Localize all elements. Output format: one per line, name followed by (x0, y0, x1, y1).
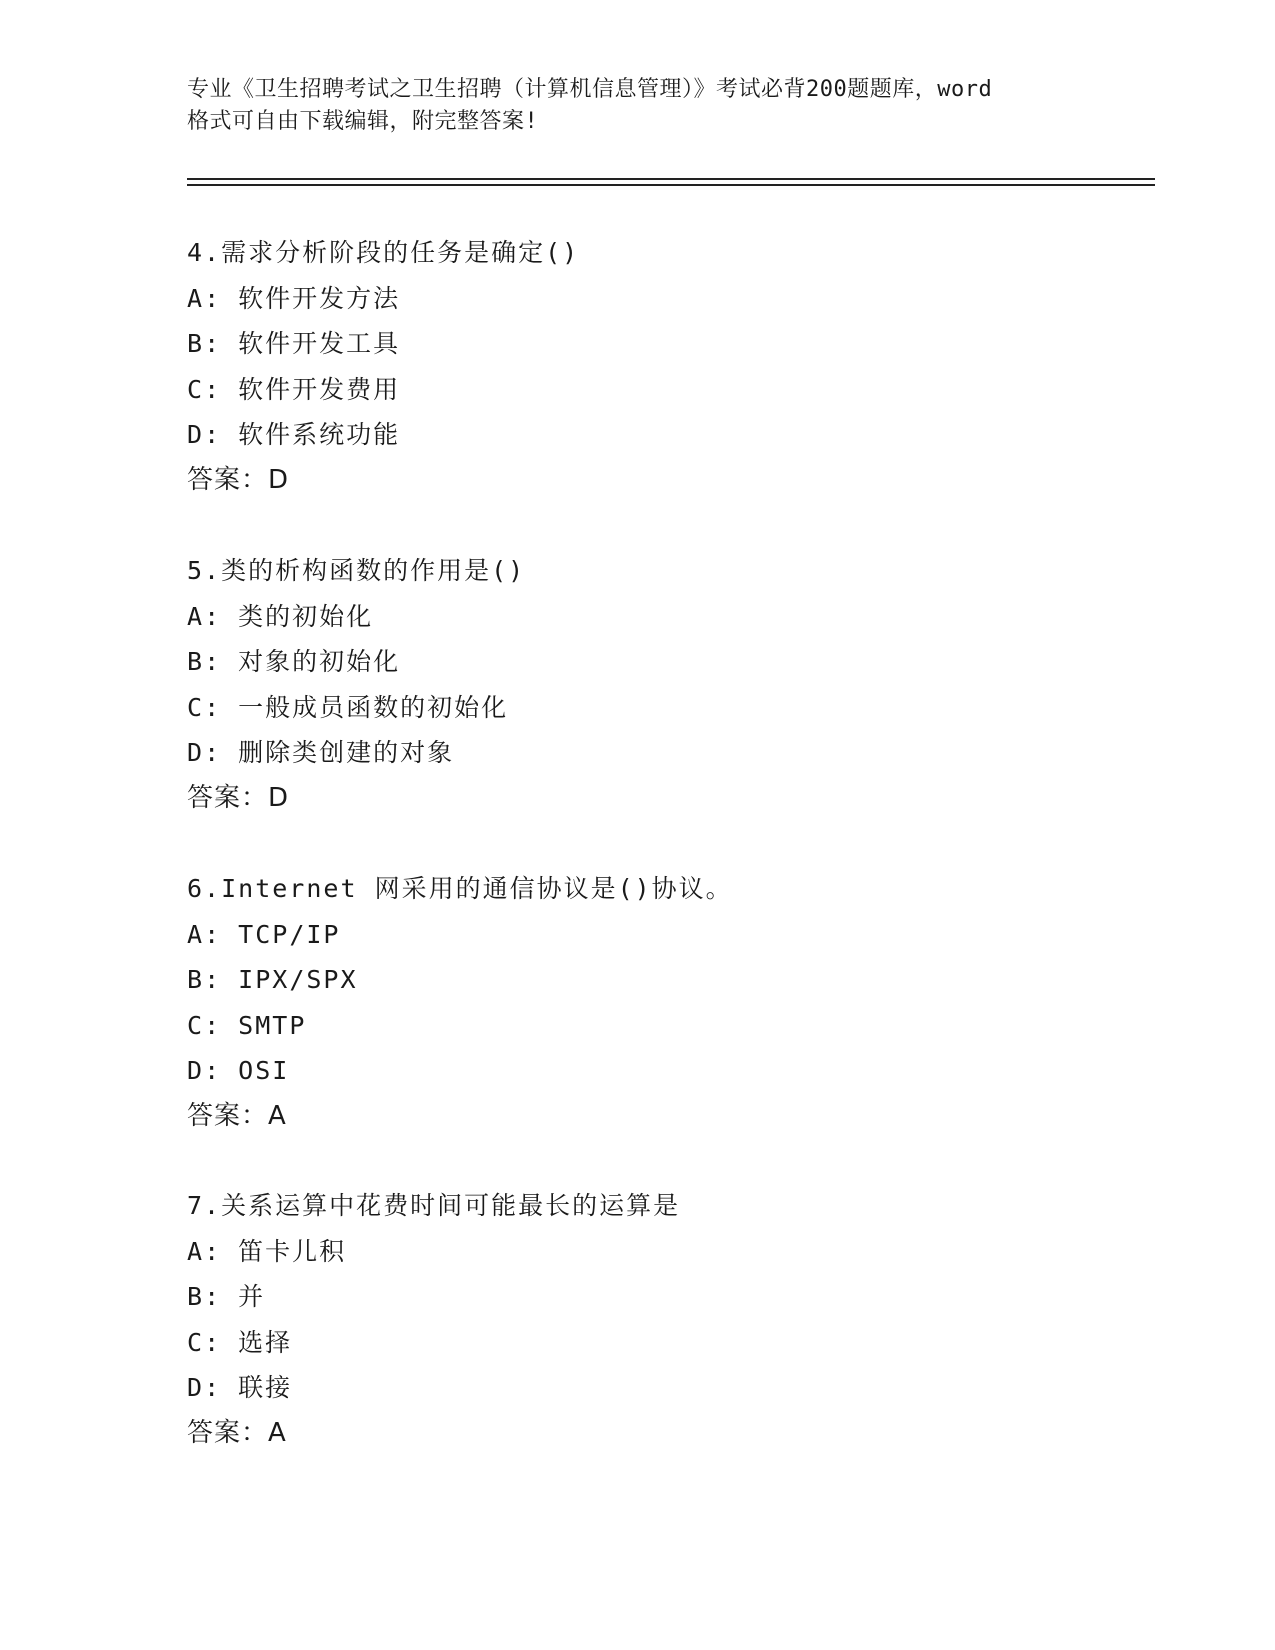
option-separator: : (204, 1056, 239, 1085)
option-text: 一般成员函数的初始化 (238, 692, 509, 722)
option-separator: : (204, 692, 239, 722)
option-c (187, 1003, 1137, 1049)
option-separator: : (204, 420, 239, 449)
header-line-2: 格式可自由下载编辑，附完整答案! (187, 109, 539, 134)
option-label: A (187, 283, 205, 313)
option-a (187, 276, 1137, 322)
option-separator: : (204, 1236, 239, 1266)
option-text: 笛卡儿积 (238, 1236, 347, 1266)
option-text: 软件系统功能 (238, 420, 401, 449)
option-label: B (187, 1282, 205, 1311)
option-label: B (187, 329, 205, 358)
question-block (187, 230, 1137, 503)
option-label: D (187, 420, 205, 449)
option-b (187, 957, 1137, 1003)
header-divider-bottom (187, 184, 1155, 186)
option-label: D (187, 738, 205, 767)
option-separator: : (204, 1282, 239, 1311)
question-text: 7.关系运算中花费时间可能最长的运算是 (187, 1191, 681, 1220)
option-a (187, 1229, 1137, 1275)
option-a (187, 912, 1137, 958)
option-text: OSI (238, 1056, 290, 1085)
option-label: B (187, 647, 205, 676)
option-separator: : (204, 329, 239, 358)
option-text: 删除类创建的对象 (238, 738, 455, 767)
option-text: SMTP (238, 1010, 307, 1040)
question-block (187, 1183, 1137, 1456)
option-text: 选择 (238, 1327, 293, 1357)
answer-text: 答案：D (187, 464, 290, 495)
option-text: 软件开发工具 (238, 329, 401, 358)
option-separator: : (204, 647, 239, 676)
option-text: 联接 (238, 1373, 293, 1402)
option-separator: : (204, 1373, 239, 1402)
option-separator: : (204, 919, 239, 949)
document-header (187, 74, 1087, 138)
option-separator: : (204, 601, 239, 631)
question-block (187, 866, 1137, 1139)
option-c (187, 367, 1137, 413)
option-label: D (187, 1373, 205, 1402)
option-label: C (187, 1010, 205, 1040)
option-d (187, 730, 1137, 776)
option-b (187, 321, 1137, 367)
option-text: 软件开发方法 (238, 283, 401, 313)
option-text: 软件开发费用 (238, 374, 401, 404)
answer-text: 答案：A (187, 1417, 287, 1448)
option-separator: : (204, 283, 239, 313)
option-b (187, 639, 1137, 685)
answer-text: 答案：A (187, 1100, 287, 1131)
question-block (187, 548, 1137, 821)
option-c (187, 685, 1137, 731)
option-text: IPX/SPX (238, 965, 358, 994)
option-separator: : (204, 965, 239, 994)
option-separator: : (204, 374, 239, 404)
option-text: 类的初始化 (238, 601, 374, 631)
option-separator: : (204, 1010, 239, 1040)
option-label: C (187, 374, 205, 404)
option-separator: : (204, 738, 239, 767)
question-text: 4.需求分析阶段的任务是确定() (187, 238, 580, 267)
option-label: B (187, 965, 205, 994)
option-d (187, 1365, 1137, 1411)
option-d (187, 1048, 1137, 1094)
option-a (187, 594, 1137, 640)
header-divider-top (187, 178, 1155, 180)
option-label: A (187, 601, 205, 631)
option-label: A (187, 1236, 205, 1266)
option-text: 并 (238, 1282, 266, 1311)
option-label: C (187, 692, 205, 722)
option-d (187, 412, 1137, 458)
option-label: A (187, 919, 205, 949)
option-text: TCP/IP (238, 919, 341, 949)
answer-text: 答案：D (187, 782, 290, 813)
question-text: 6.Internet 网采用的通信协议是()协议。 (187, 874, 733, 903)
option-separator: : (204, 1327, 239, 1357)
option-c (187, 1320, 1137, 1366)
option-b (187, 1274, 1137, 1320)
option-label: C (187, 1327, 205, 1357)
option-text: 对象的初始化 (238, 647, 401, 676)
question-text: 5.类的析构函数的作用是() (187, 556, 526, 585)
option-label: D (187, 1056, 205, 1085)
header-line-1: 专业《卫生招聘考试之卫生招聘（计算机信息管理）》考试必背200题题库，word (187, 77, 993, 102)
